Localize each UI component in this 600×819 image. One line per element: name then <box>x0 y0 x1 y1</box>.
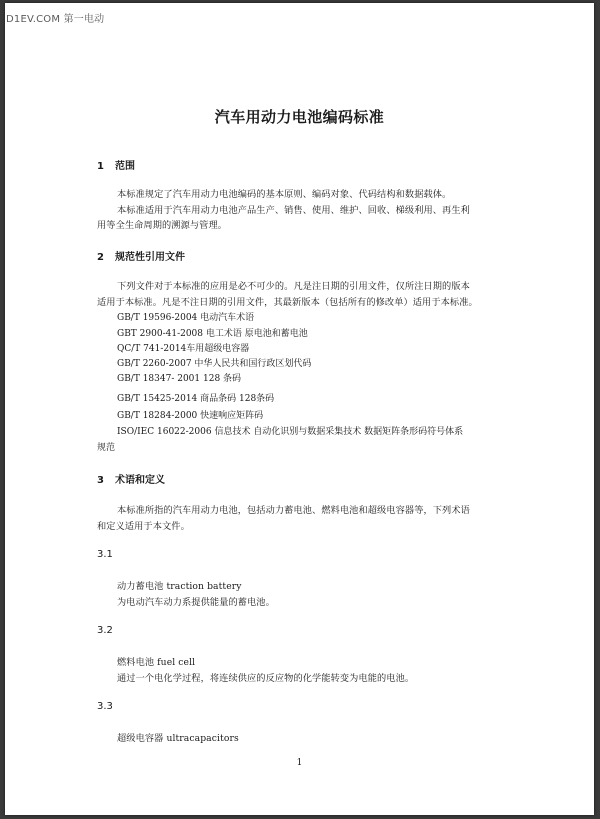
section-3-paragraph-line-2: 和定义适用于本文件。 <box>97 521 190 532</box>
section-1-heading <box>97 157 135 172</box>
reference-item-continuation: 规范 <box>97 443 116 453</box>
page-number: 1 <box>296 758 303 768</box>
site-watermark: D1EV.COM 第一电动 <box>6 14 105 25</box>
term-text: 动力蓄电池 traction battery <box>117 581 242 592</box>
reference-item: GB/T 19596-2004 电动汽车术语 <box>117 313 255 323</box>
section-2-heading <box>97 248 185 263</box>
term-text: 燃料电池 fuel cell <box>117 657 196 668</box>
document-page <box>5 3 594 815</box>
section-title: 术语和定义 <box>115 475 165 486</box>
definition-3-1: 为电动汽车动力系提供能量的蓄电池。 <box>117 597 275 608</box>
section-3-heading <box>97 471 165 486</box>
reference-item: GBT 2900-41-2008 电工术语 原电池和蓄电池 <box>117 329 308 339</box>
reference-item: ISO/IEC 16022-2006 信息技术 自动化识别与数据采集技术 数据矩阵条形码符号体系 <box>117 427 464 437</box>
section-2-paragraph-line-1: 下列文件对于本标准的应用是必不可少的。凡是注日期的引用文件，仅所注日期的版本 <box>117 281 470 292</box>
section-number: 3 <box>97 475 104 486</box>
section-2-paragraph-line-2: 适用于本标准。凡是不注日期的引用文件，其最新版本（包括所有的修改单）适用于本标准。 <box>97 297 478 308</box>
reference-item: GB/T 2260-2007 中华人民共和国行政区划代码 <box>117 359 312 369</box>
term-3-1 <box>117 578 242 592</box>
term-3-3 <box>117 730 239 744</box>
section-number: 2 <box>97 252 104 263</box>
subsection-3-1-number: 3.1 <box>97 549 113 560</box>
term-text: 超级电容器 ultracapacitors <box>117 733 239 744</box>
section-1-paragraph-2-line-1: 本标准适用于汽车用动力电池产品生产、销售、使用、维护、回收、梯级利用、再生利 <box>117 205 470 216</box>
section-number: 1 <box>97 161 104 172</box>
section-1-paragraph-1: 本标准规定了汽车用动力电池编码的基本原则、编码对象、代码结构和数据载体。 <box>117 189 452 200</box>
reference-item: QC/T 741-2014车用超级电容器 <box>117 344 250 354</box>
reference-item: GB/T 18284-2000 快速响应矩阵码 <box>117 411 264 421</box>
reference-item: GB/T 15425-2014 商品条码 128条码 <box>117 394 275 404</box>
term-3-2 <box>117 654 195 668</box>
definition-3-2: 通过一个电化学过程，将连续供应的反应物的化学能转变为电能的电池。 <box>117 673 415 684</box>
section-title: 规范性引用文件 <box>115 252 185 263</box>
subsection-3-3-number: 3.3 <box>97 701 113 712</box>
section-3-paragraph-line-1: 本标准所指的汽车用动力电池，包括动力蓄电池、燃料电池和超级电容器等，下列术语 <box>117 505 470 516</box>
reference-item: GB/T 18347- 2001 128 条码 <box>117 374 242 384</box>
section-1-paragraph-2-line-2: 用等全生命周期的溯源与管理。 <box>97 220 228 231</box>
document-title: 汽车用动力电池编码标准 <box>214 108 385 126</box>
subsection-3-2-number: 3.2 <box>97 625 113 636</box>
section-title: 范围 <box>115 161 135 172</box>
